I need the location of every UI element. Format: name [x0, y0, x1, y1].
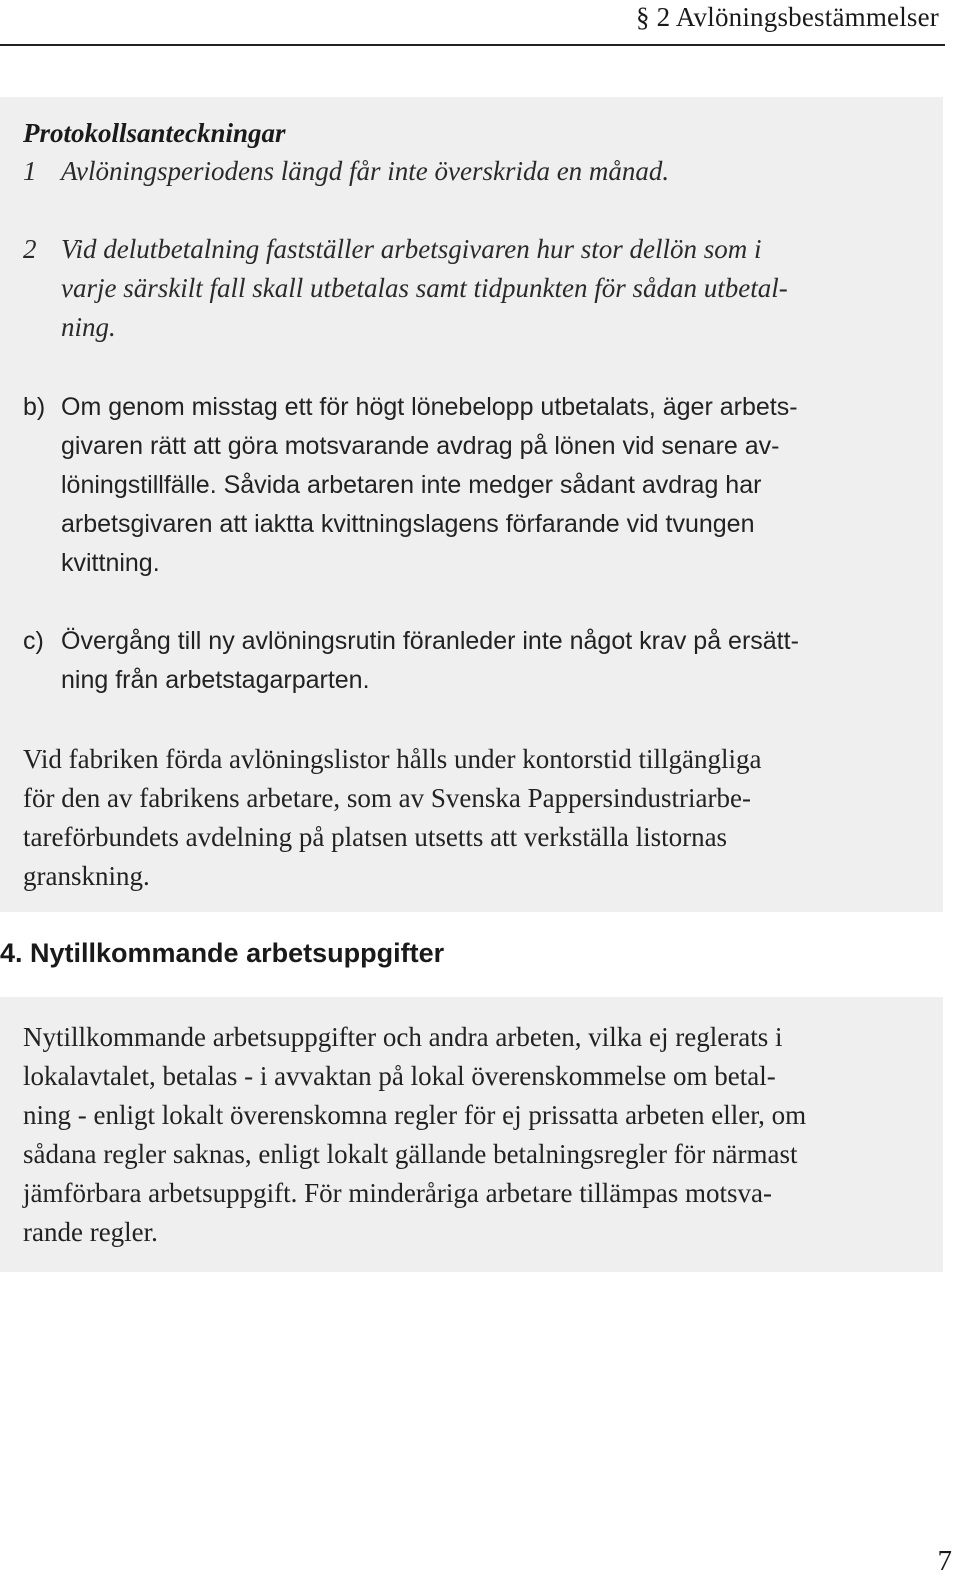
- clause-label: c): [23, 627, 44, 655]
- clause-b-line: löningstillfälle. Såvida arbetaren inte medger sådant avdrag har: [61, 471, 762, 499]
- page-number: 7: [937, 1545, 952, 1577]
- protocol-notes-title: Protokollsanteckningar: [23, 118, 286, 148]
- section-4-line: ning - enligt lokalt överenskomna regler för ej prissatta arbeten eller, om: [23, 1100, 807, 1130]
- clause-label: b): [23, 393, 46, 421]
- protocol-note-text: Avlöningsperiodens längd får inte överskrida en månad.: [61, 156, 670, 186]
- protocol-note-number: 2: [23, 234, 37, 264]
- section-4-line: jämförbara arbetsuppgift. För minderåriga arbetare tillämpas motsva-: [23, 1178, 772, 1208]
- running-header-title: § 2 Avlöningsbestämmelser: [636, 2, 939, 32]
- clause-b-line: arbetsgivaren att iaktta kvittningslagens förfarande vid tvungen: [61, 510, 755, 538]
- section-4-line: rande regler.: [23, 1217, 158, 1247]
- section-heading: 4. Nytillkommande arbetsuppgifter: [0, 938, 445, 968]
- local-paragraph-line: tareförbundets avdelning på platsen utsetts att verkställa listornas: [23, 822, 728, 852]
- local-paragraph-line: Vid fabriken förda avlöningslistor hålls under kontorstid tillgängliga: [23, 744, 762, 774]
- protocol-note-text: Vid delutbetalning fastställer arbetsgivaren hur stor dellön som i: [61, 234, 762, 264]
- clause-b-text: Om genom misstag ett för högt lönebelopp utbetalats, äger arbets-: [61, 393, 798, 421]
- local-paragraph-line: granskning.: [23, 861, 150, 891]
- protocol-note-2: [23, 230, 923, 269]
- clause-c-line: ning från arbetstagarparten.: [61, 666, 370, 694]
- local-paragraph-line: för den av fabrikens arbetare, som av Svenska Pappersindustriarbe-: [23, 783, 751, 813]
- clause-b-line: [23, 388, 798, 427]
- protocol-note-1: [23, 152, 923, 191]
- protocol-note-number: 1: [23, 156, 37, 186]
- clause-b-line: kvittning.: [61, 549, 160, 577]
- section-4-line: lokalavtalet, betalas - i avvaktan på lokal överenskommelse om betal-: [23, 1061, 776, 1091]
- section-4-line: Nytillkommande arbetsuppgifter och andra arbeten, vilka ej reglerats i: [23, 1022, 783, 1052]
- protocol-note-2-line: ning.: [61, 312, 116, 342]
- section-4-line: sådana regler saknas, enligt lokalt gällande betalningsregler för närmast: [23, 1139, 798, 1169]
- clause-c-text: Övergång till ny avlöningsrutin föranleder inte något krav på ersätt-: [61, 627, 799, 655]
- protocol-note-2-line: varje särskilt fall skall utbetalas samt tidpunkten för sådan utbetal-: [61, 273, 788, 303]
- clause-c-line: [23, 622, 799, 661]
- clause-b-line: givaren rätt att göra motsvarande avdrag på lönen vid senare av-: [61, 432, 780, 460]
- running-header: [0, 0, 945, 46]
